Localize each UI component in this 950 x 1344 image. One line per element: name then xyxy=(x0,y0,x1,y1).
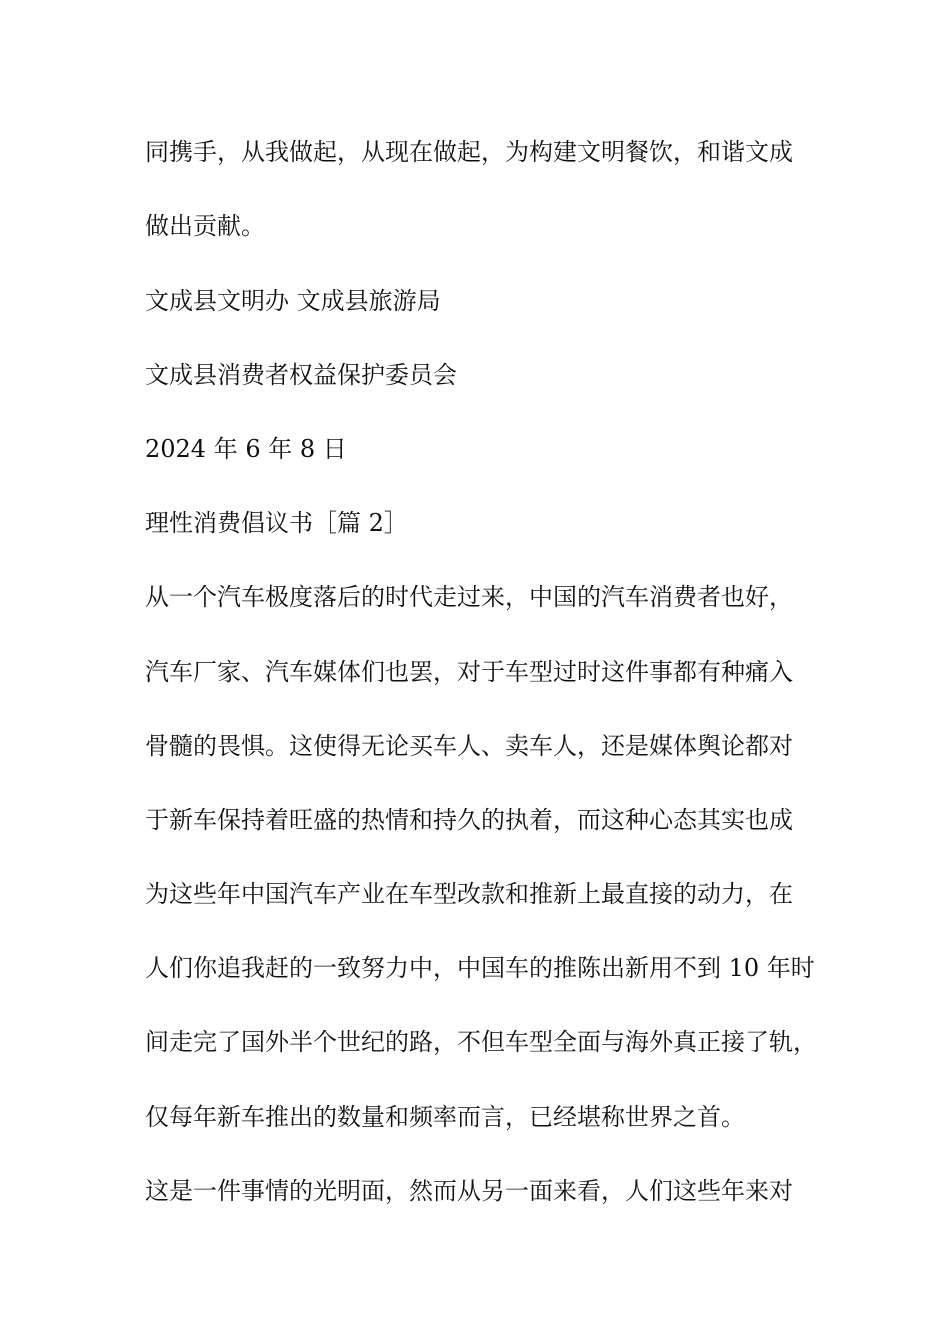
text-line-2: 做出贡献。 xyxy=(145,212,265,240)
signatory-1: 文成县文明办 文成县旅游局 xyxy=(145,287,441,315)
text-line-1: 同携手，从我做起，从现在做起，为构建文明餐饮，和谐文成 xyxy=(145,138,793,166)
signatory-2: 文成县消费者权益保护委员会 xyxy=(145,361,457,389)
paragraph-line-4: 于新车保持着旺盛的热情和持久的执着，而这种心态其实也成 xyxy=(145,806,793,834)
paragraph-line-3: 骨髓的畏惧。这使得无论买车人、卖车人，还是媒体舆论都对 xyxy=(145,732,793,760)
section-title: 理性消费倡议书［篇 2］ xyxy=(145,509,408,537)
paragraph-line-7: 间走完了国外半个世纪的路，不但车型全面与海外真正接了轨， xyxy=(145,1028,817,1056)
paragraph-line-1: 从一个汽车极度落后的时代走过来，中国的汽车消费者也好， xyxy=(145,583,793,611)
paragraph-line-6: 人们你追我赶的一致努力中，中国车的推陈出新用不到 10 年时 xyxy=(145,954,815,982)
paragraph-line-9: 这是一件事情的光明面，然而从另一面来看，人们这些年来对 xyxy=(145,1177,793,1205)
document-date: 2024 年 6 年 8 日 xyxy=(145,435,347,463)
paragraph-line-2: 汽车厂家、汽车媒体们也罢，对于车型过时这件事都有种痛入 xyxy=(145,658,793,686)
paragraph-line-5: 为这些年中国汽车产业在车型改款和推新上最直接的动力，在 xyxy=(145,880,793,908)
paragraph-line-8: 仅每年新车推出的数量和频率而言，已经堪称世界之首。 xyxy=(145,1103,745,1131)
